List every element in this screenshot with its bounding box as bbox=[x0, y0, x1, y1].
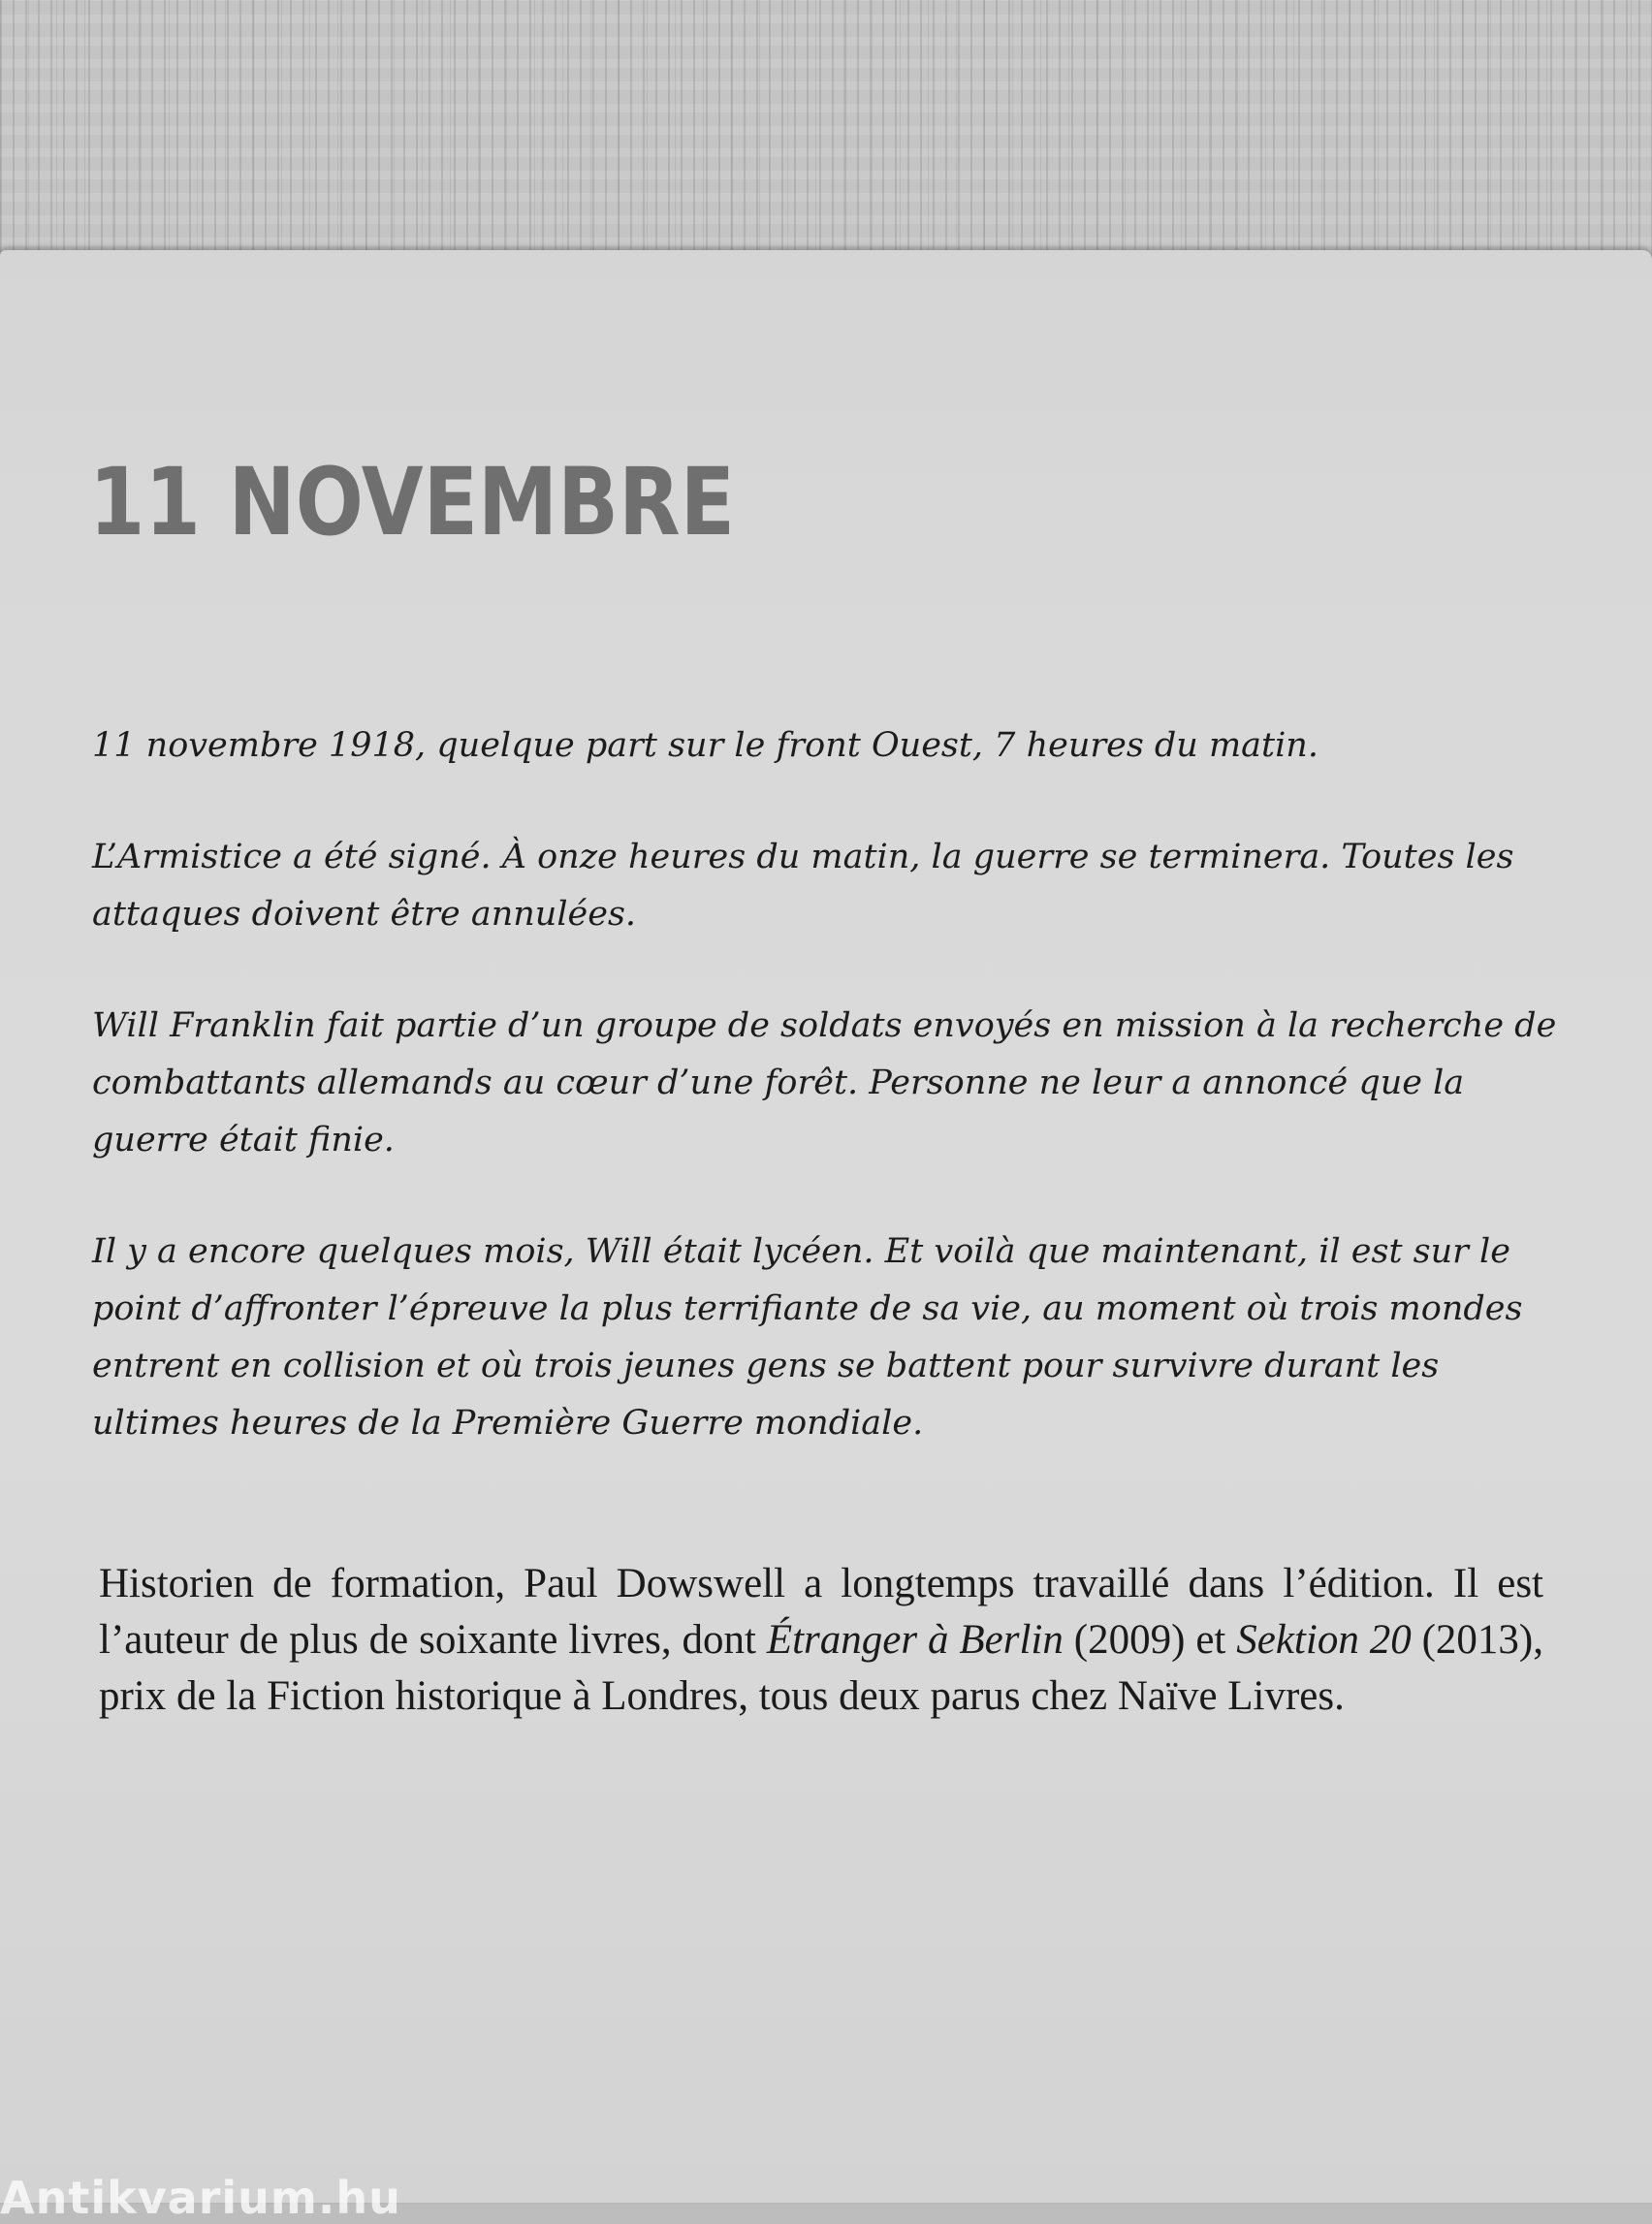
blurb-paragraph-3: Will Franklin fait partie d’un groupe de soldats envoyés en mission à la recherche de combattants allemands au cœur d’une forêt. Personne ne leur a annoncé que la guerre était finie. bbox=[92, 1006, 1557, 1160]
bio-text-3: (2013), prix de la Fiction historique à Londres, tous deux parus chez Naïve Livres. bbox=[99, 1617, 1544, 1719]
book-title: 11 NOVEMBRE bbox=[89, 448, 736, 556]
bio-text-1: Historien de formation, Paul Dowswell a longtemps travaillé dans l’édition. Il est l’auteur de plus de soixante livres, dont bbox=[99, 1561, 1543, 1663]
author-bio bbox=[99, 1556, 1543, 1725]
watermark: Antikvarium.hu bbox=[0, 2172, 401, 2224]
bio-book-title-2: Sektion 20 bbox=[1236, 1617, 1412, 1663]
bio-text-2: (2009) et bbox=[1063, 1617, 1237, 1663]
blurb-paragraph-1: 11 novembre 1918, quelque part sur le front Ouest, 7 heures du matin. bbox=[92, 726, 1318, 765]
blurb bbox=[92, 717, 1566, 1507]
bio-book-title-1: Étranger à Berlin bbox=[766, 1617, 1064, 1663]
blurb-paragraph-2: L’Armistice a été signé. À onze heures du matin, la guerre se terminera. Toutes les attaques doivent être annulées. bbox=[92, 838, 1514, 934]
background-surface bbox=[0, 0, 1652, 291]
blurb-paragraph-4: Il y a encore quelques mois, Will était lycéen. Et voilà que maintenant, il est sur le point d’affronter l’épreuve la plus terrifiante de sa vie, au moment où trois mondes entrent en collision et où trois jeunes gens se battent pour survivre durant les ultimes heures de la Première Guerre mondiale. bbox=[92, 1232, 1523, 1443]
